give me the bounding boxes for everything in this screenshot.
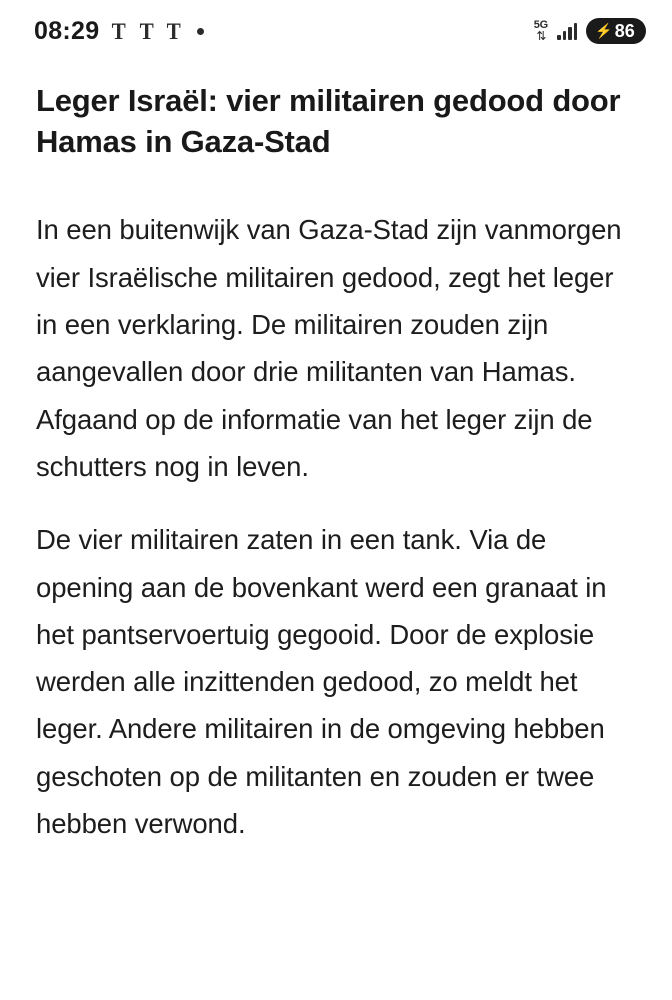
status-clock: 08:29: [34, 16, 100, 45]
article-content: [0, 62, 672, 1000]
nyt-app-icon: T: [166, 18, 181, 44]
article-paragraph: In een buitenwijk van Gaza-Stad zijn vanmorgen vier Israëlische militairen gedood, zegt het leger in een verklaring. De militairen zouden zijn aangevallen door drie militanten van Hamas. Afgaand op de informatie van het leger zijn de schutters nog in leven.: [36, 214, 622, 482]
more-notifications-dot-icon: [197, 28, 204, 35]
data-updown-arrows-icon: ⇅: [536, 29, 546, 43]
article-paragraph: De vier militairen zaten in een tank. Via de opening aan de bovenkant werd een granaat in het pantservoertuig gegooid. Door de explosie werden alle inzittenden gedood, zo meldt het leger. Andere militairen in de omgeving hebben geschoten op de militanten en zouden er twee hebben verwond.: [36, 524, 607, 839]
cellular-signal-icon: [557, 23, 577, 40]
nyt-app-icon: T: [139, 18, 154, 44]
network-5g-icon: 5G ⇅: [533, 19, 548, 43]
battery-charging-icon: ⚡: [595, 22, 613, 39]
battery-status-badge: [586, 18, 646, 44]
nyt-app-icon: T: [112, 18, 127, 44]
article-headline: Leger Israël: vier militairen gedood door Hamas in Gaza-Stad: [36, 83, 621, 160]
status-bar-left: [34, 17, 204, 46]
status-bar: [0, 0, 672, 62]
battery-percent-label: 86: [614, 20, 635, 41]
status-bar-right: [534, 18, 646, 44]
